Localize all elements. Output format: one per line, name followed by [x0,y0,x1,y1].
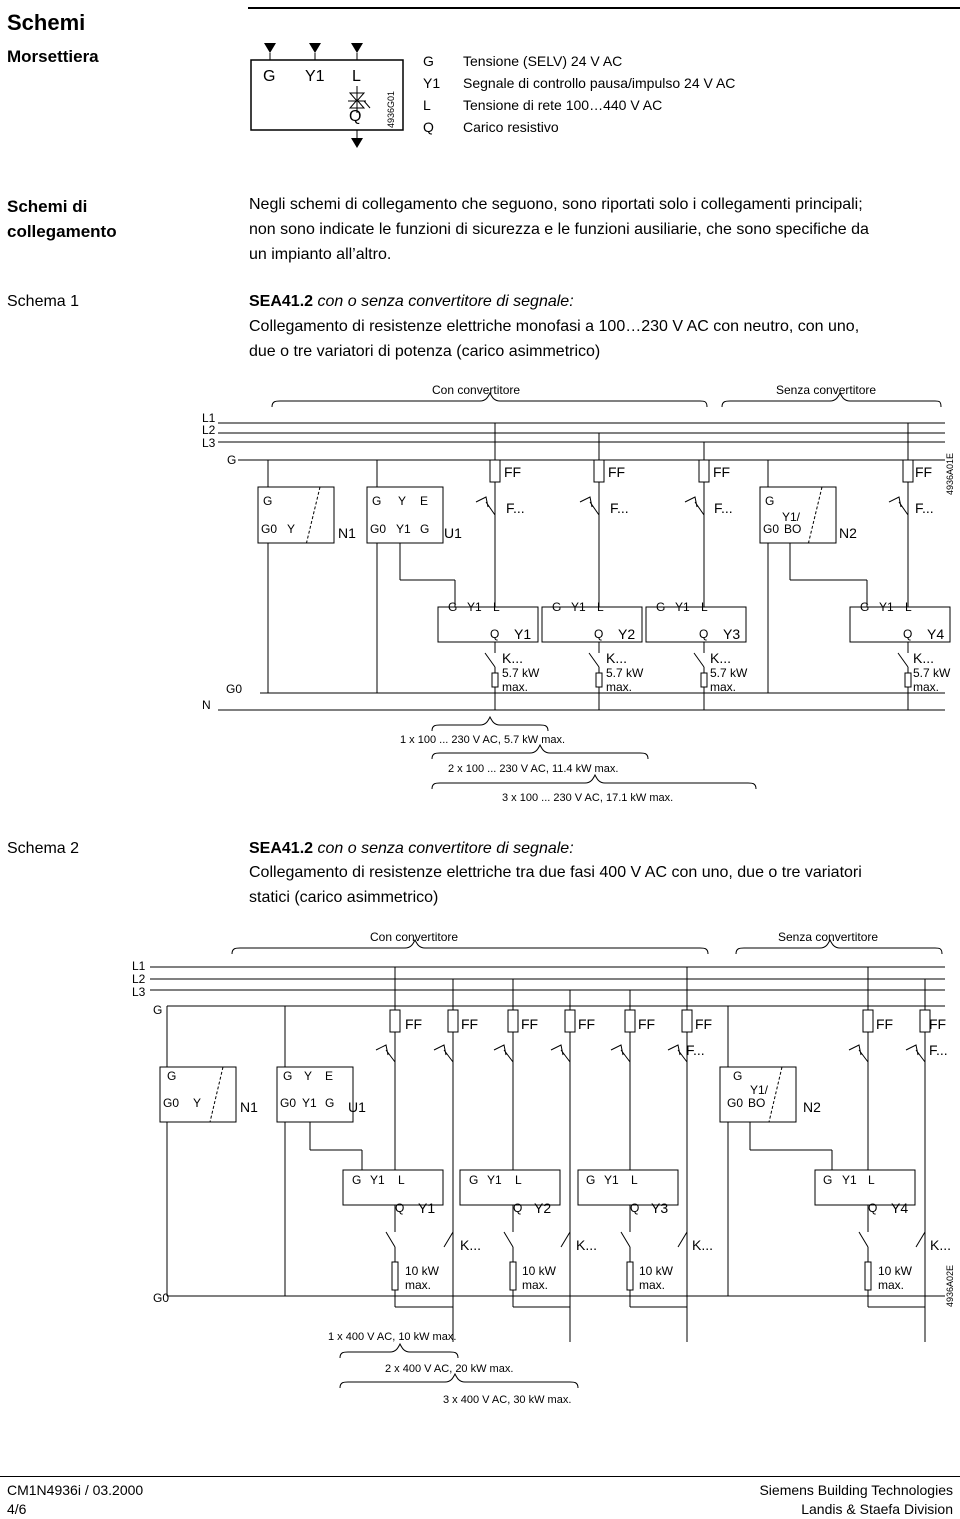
svg-text:max.: max. [913,680,940,694]
svg-text:2 x 100 ... 230 V AC, 11.4 kW: 2 x 100 ... 230 V AC, 11.4 kW max. [448,763,619,775]
svg-text:G0: G0 [280,1096,297,1110]
svg-text:Y1/: Y1/ [782,510,801,524]
svg-text:3 x 400 V AC, 30 kW max.: 3 x 400 V AC, 30 kW max. [443,1394,572,1406]
svg-text:Y: Y [398,494,407,508]
svg-text:F...: F... [506,500,525,516]
terminal-q-label: Q [349,108,362,125]
svg-text:Y4: Y4 [927,626,945,642]
svg-text:FF: FF [876,1016,894,1032]
svg-text:Y1: Y1 [302,1096,317,1110]
doc-id: CM1N4936i / 03.2000 [7,1482,144,1498]
svg-text:K...: K... [606,650,628,666]
section-morsettiera: Morsettiera [7,47,99,66]
svg-text:Y1: Y1 [418,1200,436,1216]
page-title: Schemi [7,10,86,35]
svg-text:Y1: Y1 [514,626,532,642]
svg-text:5.7 kW: 5.7 kW [913,666,951,680]
svg-text:Q: Q [868,1201,878,1215]
terminal-diagram [240,38,410,158]
svg-text:Y1: Y1 [879,600,894,614]
svg-text:max.: max. [522,1278,549,1292]
company-name: Siemens Building Technologies [759,1482,953,1498]
svg-text:Senza convertitore: Senza convertitore [778,930,879,944]
svg-text:U1: U1 [444,525,462,541]
svg-text:G: G [586,1173,596,1187]
svg-text:FF: FF [504,464,522,480]
svg-text:G: G [352,1173,362,1187]
svg-text:F...: F... [915,500,934,516]
svg-text:FF: FF [461,1016,479,1032]
svg-text:L2: L2 [202,423,216,437]
svg-text:Y1: Y1 [467,600,482,614]
schema1-title: SEA41.2 con o senza convertitore di segnale: [249,293,574,310]
legend-key: Y1 [423,75,441,91]
svg-text:F...: F... [686,1042,705,1058]
svg-text:G0: G0 [153,1291,170,1305]
svg-text:G: G [283,1069,293,1083]
schema2-title: SEA41.2 con o senza convertitore di segnale: [249,840,574,857]
svg-text:max.: max. [405,1278,432,1292]
svg-text:max.: max. [502,680,529,694]
svg-text:Y1: Y1 [396,522,411,536]
legend-key: Q [423,119,434,135]
svg-text:E: E [420,494,429,508]
fuse-ff-1 [490,460,500,482]
arrow-l-icon [351,43,363,53]
legend-key: G [423,53,434,69]
svg-text:G: G [227,453,237,467]
svg-text:2 x 400 V AC, 20 kW max.: 2 x 400 V AC, 20 kW max. [385,1363,514,1375]
svg-text:K...: K... [930,1237,952,1253]
svg-text:10 kW: 10 kW [639,1264,674,1278]
svg-text:FF: FF [915,464,933,480]
svg-text:Y3: Y3 [651,1200,669,1216]
footer-right [759,1481,953,1519]
svg-text:max.: max. [606,680,633,694]
svg-text:G: G [552,600,562,614]
svg-text:L: L [597,600,604,614]
svg-text:L: L [868,1173,875,1187]
svg-text:N1: N1 [240,1099,258,1115]
schema1-con-label: Con convertitore [432,383,521,397]
svg-text:Y1: Y1 [604,1173,619,1187]
svg-text:L: L [398,1173,405,1187]
svg-text:F...: F... [929,1042,948,1058]
svg-text:G: G [823,1173,833,1187]
svg-text:Y1: Y1 [842,1173,857,1187]
terminal-l-label: L [352,68,361,85]
svg-text:Q: Q [395,1201,405,1215]
division-name: Landis & Staefa Division [801,1501,953,1517]
svg-text:Q: Q [490,627,500,641]
svg-text:L: L [631,1173,638,1187]
legend-text: Carico resistivo [463,119,559,135]
schema2-label: Schema 2 [7,840,80,857]
svg-text:G: G [263,494,273,508]
terminal-code: 4936G01 [386,90,396,128]
svg-text:K...: K... [913,650,935,666]
svg-text:G: G [372,494,382,508]
svg-text:Y: Y [304,1069,313,1083]
svg-text:L: L [515,1173,522,1187]
svg-text:K...: K... [710,650,732,666]
svg-text:L2: L2 [132,972,146,986]
svg-text:Y: Y [287,522,296,536]
svg-text:BO: BO [748,1096,766,1110]
svg-text:FF: FF [638,1016,656,1032]
svg-text:L: L [701,600,708,614]
fuse-ff-2 [594,460,604,482]
svg-text:Q: Q [513,1201,523,1215]
svg-text:5.7 kW: 5.7 kW [606,666,644,680]
svg-text:FF: FF [713,464,731,480]
svg-text:4936A02E: 4936A02E [945,1264,955,1307]
schema1-label: Schema 1 [7,293,80,310]
svg-text:Y1: Y1 [487,1173,502,1187]
svg-text:K...: K... [460,1237,482,1253]
footer-left [7,1481,143,1519]
title-rule [248,7,960,9]
svg-text:BO: BO [784,522,802,536]
svg-text:N2: N2 [839,525,857,541]
arrow-q-icon [351,138,363,148]
svg-text:5.7 kW: 5.7 kW [502,666,540,680]
svg-text:FF: FF [929,1016,947,1032]
svg-text:FF: FF [578,1016,596,1032]
svg-text:N2: N2 [803,1099,821,1115]
svg-text:4936A01E: 4936A01E [945,452,955,495]
schemi-intro: Negli schemi di collegamento che seguono, sono riportati solo i collegamenti principali; non sono indicate le funzioni di sicurezza e le funzioni ausiliarie, che sono specifiche da un impianto all’altro. [249,196,869,263]
svg-text:L1: L1 [132,959,146,973]
legend-text: Tensione di rete 100…440 V AC [463,97,663,113]
svg-text:3 x 100 ... 230 V AC, 17.1 kW: 3 x 100 ... 230 V AC, 17.1 kW max. [502,792,674,804]
svg-text:FF: FF [695,1016,713,1032]
svg-text:10 kW: 10 kW [522,1264,557,1278]
fuse-ff-4 [903,460,913,482]
svg-text:G0: G0 [370,522,387,536]
svg-text:F...: F... [714,500,733,516]
legend-text: Segnale di controllo pausa/impulso 24 V AC [463,75,736,91]
legend-key: L [423,97,431,113]
svg-text:G0: G0 [727,1096,744,1110]
svg-text:FF: FF [405,1016,423,1032]
schemi-heading: Schemi di collegamento [7,197,117,241]
svg-text:FF: FF [608,464,626,480]
svg-text:1 x 100 ... 230 V AC, 5.7 kW: 1 x 100 ... 230 V AC, 5.7 kW max. [400,734,566,746]
svg-text:G: G [167,1069,177,1083]
svg-text:K...: K... [502,650,524,666]
svg-text:G0: G0 [226,682,243,696]
svg-text:G: G [656,600,666,614]
svg-text:N: N [202,698,211,712]
svg-text:E: E [325,1069,334,1083]
arrow-g-icon [264,43,276,53]
svg-text:L3: L3 [202,436,216,450]
fuse-ff-3 [699,460,709,482]
svg-text:Y1: Y1 [571,600,586,614]
svg-text:N1: N1 [338,525,356,541]
svg-text:max.: max. [878,1278,905,1292]
svg-text:Q: Q [630,1201,640,1215]
svg-text:G: G [733,1069,743,1083]
svg-text:G: G [765,494,775,508]
svg-text:Y1: Y1 [370,1173,385,1187]
svg-text:G: G [448,600,458,614]
arrow-y1-icon [309,43,321,53]
svg-text:Y2: Y2 [618,626,636,642]
schema1-desc: Collegamento di resistenze elettriche monofasi a 100…230 V AC con neutro, con uno, due o tre variatori di potenza (carico asimmetrico) [249,318,860,360]
svg-text:L1: L1 [202,411,216,425]
svg-text:L: L [493,600,500,614]
svg-text:G0: G0 [763,522,780,536]
svg-text:Con convertitore: Con convertitore [370,930,459,944]
svg-text:Y2: Y2 [534,1200,552,1216]
svg-text:G: G [325,1096,335,1110]
page-number: 4/6 [7,1501,27,1517]
svg-text:max.: max. [710,680,737,694]
svg-text:10 kW: 10 kW [405,1264,440,1278]
svg-text:G0: G0 [261,522,278,536]
svg-text:K...: K... [576,1237,598,1253]
svg-text:Q: Q [699,627,709,641]
svg-text:Q: Q [594,627,604,641]
svg-text:G0: G0 [163,1096,180,1110]
svg-text:Y1: Y1 [675,600,690,614]
svg-text:G: G [420,522,430,536]
schema2-diagram [0,922,960,1412]
svg-text:Y1/: Y1/ [750,1083,769,1097]
svg-text:5.7 kW: 5.7 kW [710,666,748,680]
terminal-legend [423,50,783,138]
footer-rule [0,1476,960,1477]
schema2-desc: Collegamento di resistenze elettriche tra due fasi 400 V AC con uno, due o tre variatori statici (carico asimmetrico) [249,864,862,906]
terminal-y1-label: Y1 [305,68,325,85]
schema1-senza-label: Senza convertitore [776,383,877,397]
svg-text:U1: U1 [348,1099,366,1115]
svg-text:K...: K... [692,1237,714,1253]
svg-text:max.: max. [639,1278,666,1292]
svg-text:1 x 400 V AC, 10 kW max.: 1 x 400 V AC, 10 kW max. [328,1331,457,1343]
schema1-diagram [0,375,960,815]
legend-text: Tensione (SELV) 24 V AC [463,53,623,69]
svg-text:Y: Y [193,1096,202,1110]
svg-text:F...: F... [610,500,629,516]
svg-text:10 kW: 10 kW [878,1264,913,1278]
terminal-g-label: G [263,68,276,85]
svg-text:Q: Q [903,627,913,641]
svg-text:FF: FF [521,1016,539,1032]
svg-text:Y3: Y3 [723,626,741,642]
svg-text:L: L [905,600,912,614]
svg-text:L3: L3 [132,985,146,999]
svg-text:G: G [153,1003,163,1017]
svg-text:Y4: Y4 [891,1200,909,1216]
svg-text:G: G [860,600,870,614]
svg-text:G: G [469,1173,479,1187]
